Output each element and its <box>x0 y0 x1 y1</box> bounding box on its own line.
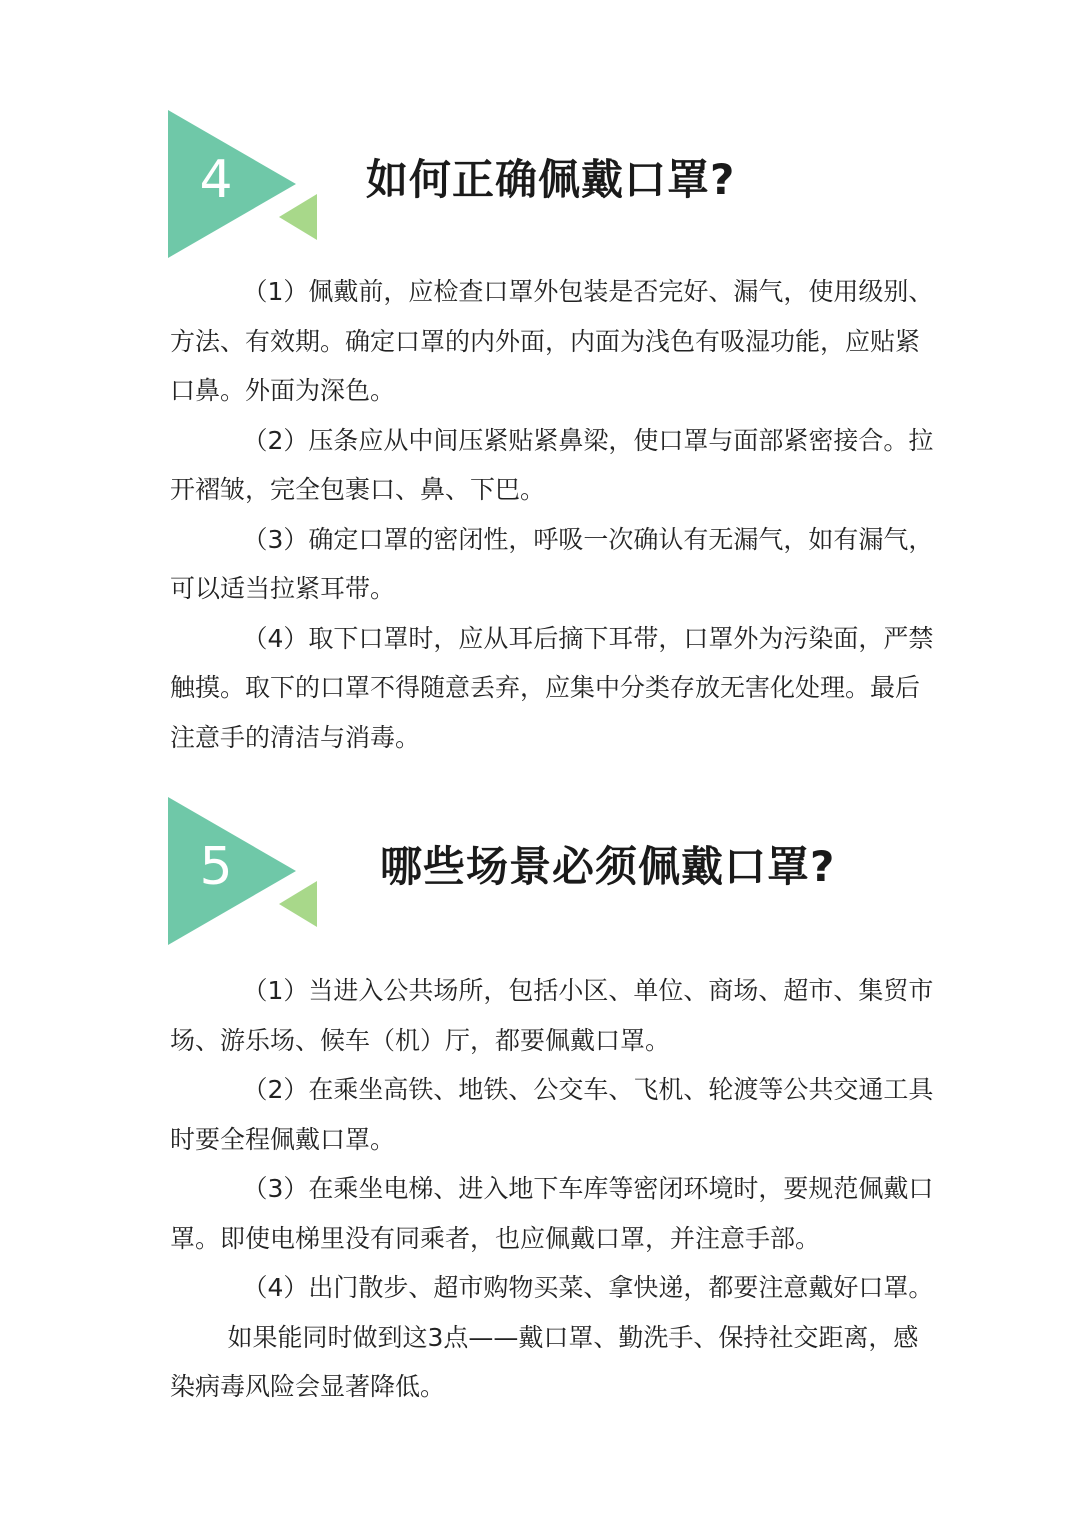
triangle-badge-icon <box>168 797 318 947</box>
section-5-closing-paragraph: 如果能同时做到这3点——戴口罩、勤洗手、保持社交距离，感染病毒风险会显著降低。 <box>170 1322 919 1401</box>
section-4-badge <box>168 110 318 260</box>
section-5-title: 哪些场景必须佩戴口罩? <box>380 842 836 891</box>
section-4-paragraph-1: （1）佩戴前，应检查口罩外包装是否完好、漏气，使用级别、方法、有效期。确定口罩的内外面，内面为浅色有吸湿功能，应贴紧口鼻。外面为深色。 <box>170 277 934 405</box>
section-5-header <box>0 797 1080 947</box>
section-5-number: 5 <box>199 837 233 897</box>
section-4-title: 如何正确佩戴口罩? <box>366 155 736 204</box>
section-4-header <box>0 110 1080 260</box>
section-5-paragraph-2: （2）在乘坐高铁、地铁、公交车、飞机、轮渡等公共交通工具时要全程佩戴口罩。 <box>170 1075 934 1154</box>
section-5-paragraph-4: （4）出门散步、超市购物买菜、拿快递，都要注意戴好口罩。 <box>242 1273 934 1302</box>
section-5-badge <box>168 797 318 947</box>
section-4-content <box>170 267 936 762</box>
section-5-content <box>170 966 936 1412</box>
section-4-paragraph-2: （2）压条应从中间压紧贴紧鼻梁，使口罩与面部紧密接合。拉开褶皱，完全包裹口、鼻、下巴。 <box>170 425 934 504</box>
triangle-badge-icon <box>168 110 318 260</box>
section-4-number: 4 <box>199 150 233 210</box>
section-4-paragraph-4: （4）取下口罩时，应从耳后摘下耳带，口罩外为污染面，严禁触摸。取下的口罩不得随意丢弃，应集中分类存放无害化处理。最后注意手的清洁与消毒。 <box>170 623 934 752</box>
section-5-paragraph-3: （3）在乘坐电梯、进入地下车库等密闭环境时，要规范佩戴口罩。即使电梯里没有同乘者，也应佩戴口罩，并注意手部。 <box>170 1174 934 1253</box>
section-5-paragraph-1: （1）当进入公共场所，包括小区、单位、商场、超市、集贸市场、游乐场、候车（机）厅，都要佩戴口罩。 <box>170 976 934 1055</box>
section-4-paragraph-3: （3）确定口罩的密闭性，呼吸一次确认有无漏气，如有漏气，可以适当拉紧耳带。 <box>170 524 934 603</box>
